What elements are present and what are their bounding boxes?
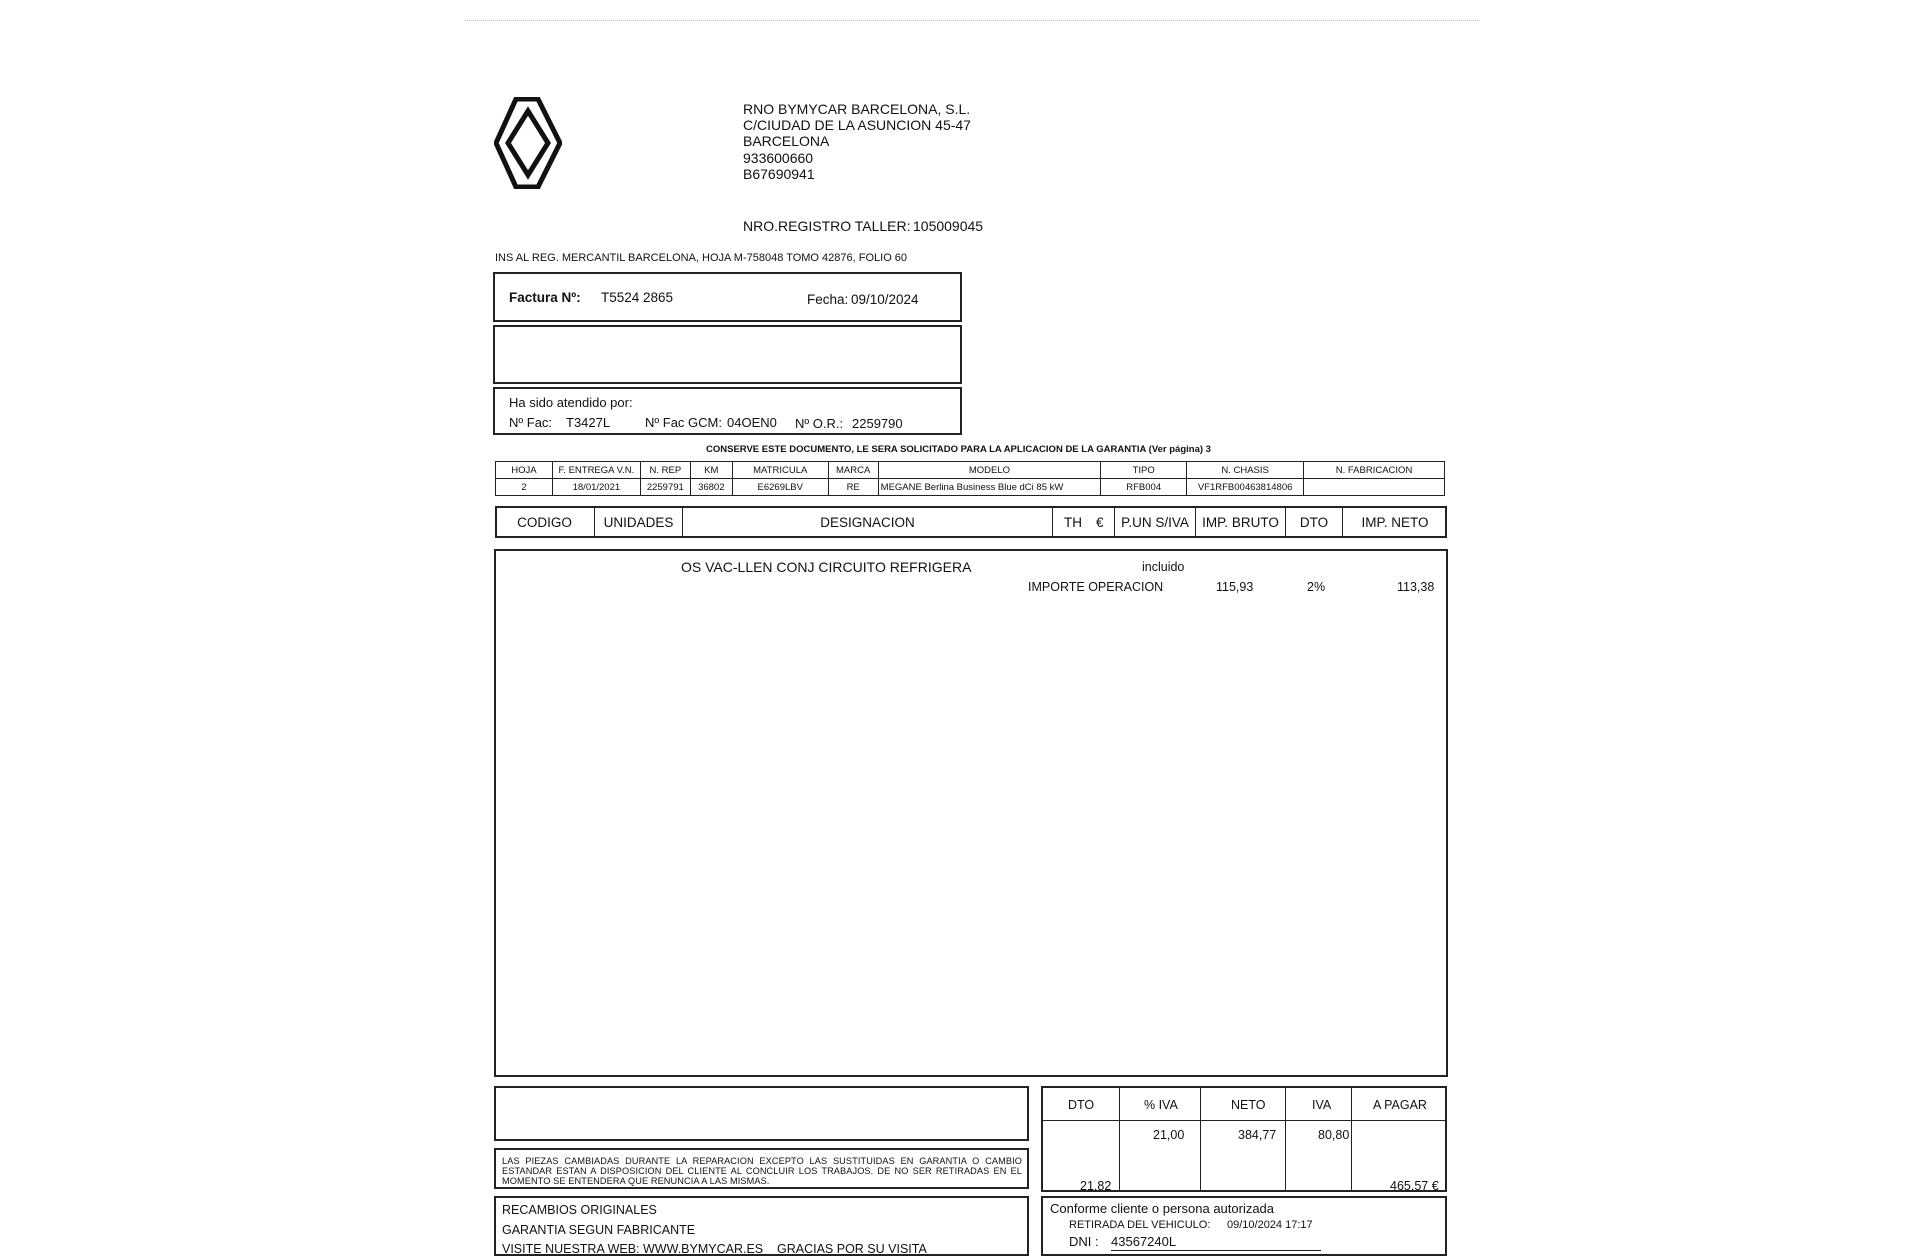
mercantil-text: INS AL REG. MERCANTIL BARCELONA, HOJA M-758048 TOMO 42876, FOLIO 60 (495, 252, 908, 264)
disclaimer-text: LAS PIEZAS CAMBIADAS DURANTE LA REPARACION EXCEPTO LAS SUSTITUIDAS EN GARANTIA O CAMBIO ESTANDAR ESTAN A DISPOSICION DEL CLIENTE AL CONCLUIR LOS TRABAJOS. DE NO SER RETIRADAS EN EL MOMENTO SE ENTENDERA QUE RENUNCIA A LAS MISMAS. (502, 1156, 1022, 1186)
vehicle-value-cell: RE (828, 479, 878, 496)
warranty-notice: CONSERVE ESTE DOCUMENTO, LE SERA SOLICITADO PARA LA APLICACION DE LA GARANTIA (Ver página) 3 (706, 444, 1211, 455)
importe-bruto: 115,93 (1216, 580, 1254, 594)
vehicle-header-cell: TIPO (1101, 462, 1187, 479)
header-pun: P.UN S/IVA (1115, 506, 1196, 538)
importe-label: IMPORTE OPERACION (1028, 580, 1164, 594)
vehicle-value-cell: 18/01/2021 (552, 479, 640, 496)
scan-top-edge (465, 20, 1480, 21)
header-designacion: DESIGNACION (683, 506, 1053, 538)
totals-box (1041, 1086, 1447, 1192)
gcm-label: Nº Fac GCM: (645, 415, 722, 430)
or-value: 2259790 (852, 416, 903, 431)
nfac-label: Nº Fac: (509, 415, 553, 430)
vehicle-value-cell (1304, 479, 1445, 496)
fecha-value: 09/10/2024 (851, 292, 919, 307)
vehicle-value-cell: MEGANE Berlina Business Blue dCi 85 kW (878, 479, 1101, 496)
line-item-designation: OS VAC-LLEN CONJ CIRCUITO REFRIGERA (681, 559, 972, 575)
retirada-label: RETIRADA DEL VEHICULO: (1069, 1219, 1211, 1231)
gcm-value: 04OEN0 (727, 415, 777, 430)
retirada-value: 09/10/2024 17:17 (1227, 1219, 1313, 1231)
line-incluido: incluido (1142, 560, 1185, 574)
totals-dto: 21,82 (1080, 1179, 1112, 1193)
vehicle-value-cell: E6269LBV (732, 479, 828, 496)
conforme-label: Conforme cliente o persona autorizada (1050, 1201, 1275, 1216)
vehicle-header-cell: HOJA (496, 462, 553, 479)
header-bruto: IMP. BRUTO (1196, 506, 1286, 538)
header-th: TH (1064, 514, 1082, 530)
factura-value: T5524 2865 (601, 290, 674, 305)
attended-box (493, 387, 962, 435)
invoice-box (493, 272, 962, 322)
registro-label: NRO.REGISTRO TALLER: (743, 218, 911, 234)
totals-iva: 80,80 (1318, 1128, 1350, 1142)
dni-value: 43567240L (1111, 1234, 1177, 1249)
vehicle-value-cell: 36802 (690, 479, 732, 496)
footer-left-box (494, 1196, 1029, 1256)
vehicle-value-cell: 2 (496, 479, 553, 496)
vehicle-header-cell: MATRICULA (732, 462, 828, 479)
factura-label: Factura Nº: (509, 290, 581, 305)
importe-neto: 113,38 (1397, 580, 1435, 594)
totals-neto: 384,77 (1238, 1128, 1277, 1142)
company-city: BARCELONA (743, 133, 830, 149)
conforme-box (1041, 1196, 1447, 1256)
vehicle-header-cell: N. CHASIS (1187, 462, 1304, 479)
header-codigo: CODIGO (495, 506, 595, 538)
vehicle-value-cell: RFB004 (1101, 479, 1187, 496)
vehicle-header-cell: N. REP (640, 462, 690, 479)
signature-line (1111, 1250, 1321, 1251)
recambios-text: RECAMBIOS ORIGINALES (502, 1203, 657, 1217)
registro-value: 105009045 (913, 218, 984, 234)
company-cif: B67690941 (743, 166, 815, 182)
fecha-label: Fecha: (807, 292, 849, 307)
totals-header-iva: IVA (1312, 1098, 1332, 1112)
importe-dto: 2% (1307, 580, 1326, 594)
header-unidades: UNIDADES (595, 506, 683, 538)
header-th-euro (1053, 506, 1115, 538)
company-phone: 933600660 (743, 150, 814, 166)
totals-header-pct-iva: % IVA (1144, 1098, 1178, 1112)
vehicle-header-row (496, 462, 1445, 479)
vehicle-header-cell: N. FABRICACION (1304, 462, 1445, 479)
totals-a-pagar: 465,57 € (1390, 1179, 1439, 1193)
totals-header-a-pagar: A PAGAR (1373, 1098, 1427, 1112)
header-neto: IMP. NETO (1361, 514, 1429, 530)
vehicle-value-cell: VF1RFB00463814806 (1187, 479, 1304, 496)
header-dto: DTO (1286, 506, 1343, 538)
vehicle-value-row (496, 479, 1445, 496)
web-text: VISITE NUESTRA WEB: WWW.BYMYCAR.ES (502, 1242, 764, 1256)
company-name: RNO BYMYCAR BARCELONA, S.L. (743, 101, 971, 117)
vehicle-header-cell: KM (690, 462, 732, 479)
garantia-text: GARANTIA SEGUN FABRICANTE (502, 1223, 696, 1237)
vehicle-header-cell: MODELO (878, 462, 1101, 479)
dni-label: DNI : (1069, 1234, 1099, 1249)
vehicle-value-cell: 2259791 (640, 479, 690, 496)
gracias-text: GRACIAS POR SU VISITA (777, 1242, 927, 1256)
client-box (493, 325, 962, 384)
vehicle-header-cell: MARCA (828, 462, 878, 479)
renault-logo (494, 97, 562, 189)
remarks-box (494, 1086, 1029, 1141)
totals-header-neto: NETO (1231, 1098, 1266, 1112)
nfac-value: T3427L (566, 415, 611, 430)
header-euro: € (1096, 514, 1104, 530)
attended-label: Ha sido atendido por: (509, 395, 633, 410)
vehicle-table (495, 461, 1445, 496)
totals-header-dto: DTO (1068, 1098, 1095, 1112)
company-address: C/CIUDAD DE LA ASUNCION 45-47 (743, 117, 971, 133)
or-label: Nº O.R.: (795, 416, 844, 431)
vehicle-header-cell: F. ENTREGA V.N. (552, 462, 640, 479)
lines-body-box (494, 549, 1448, 1077)
totals-pct-iva: 21,00 (1153, 1128, 1185, 1142)
disclaimer-box (494, 1148, 1029, 1189)
